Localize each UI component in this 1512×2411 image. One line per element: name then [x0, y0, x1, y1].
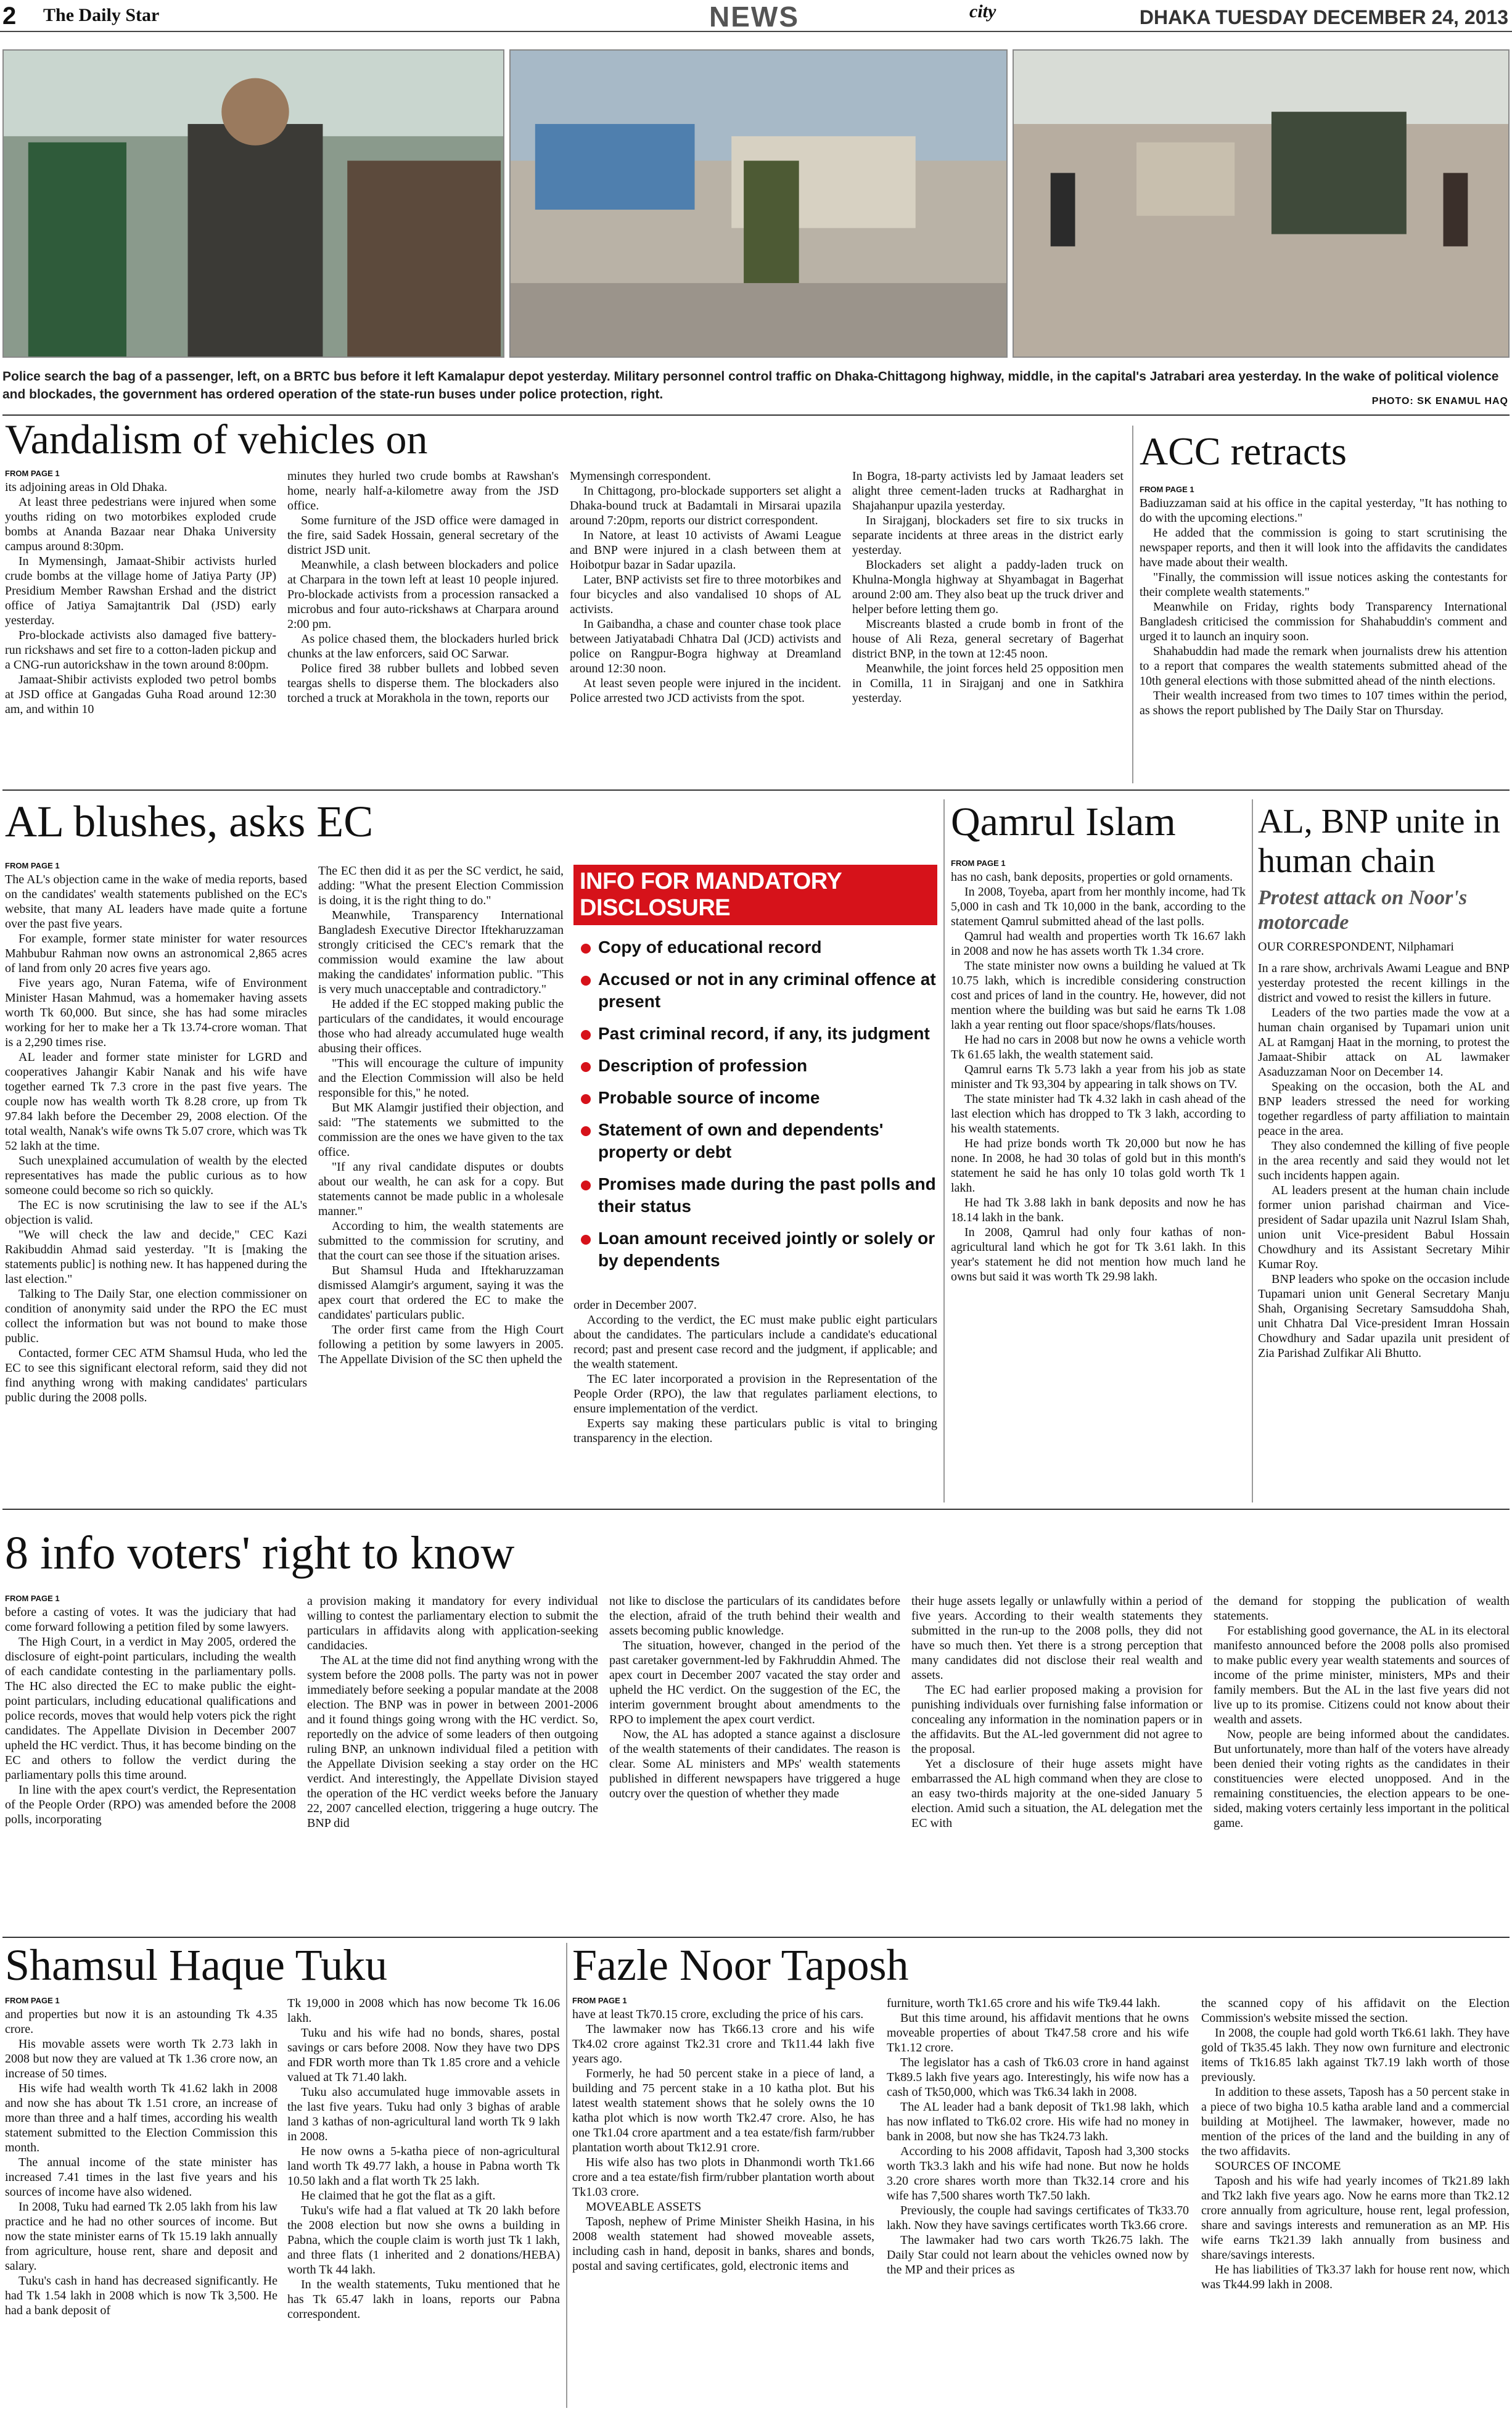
voters-col-5: the demand for stopping the publication of wealth statements. For establishing good governance, the AL in its electoral manifesto announced before the 2008 polls also promised to make public every year wealth statements and sources of income of the prime minister, ministers, MPs and their family members. But the AL in the last five years did not live up to its promise. Citizens could not know about their wealth and assets. Now, people are being informed about the candidates. But unfortunately, more than half of the voters have already been denied their voting rights as the candidates in their constituencies were elected unopposed. And in the remaining constituencies, the election appears to be one-sided, making voters certainly less important in the political game. — [1214, 1594, 1510, 1830]
subsection-name: city — [969, 1, 996, 22]
disclosure-item: Promises made during the past polls and their status — [573, 1168, 937, 1222]
disclosure-item: Past criminal record, if any, its judgment — [573, 1018, 937, 1050]
al-blushes-col-3: order in December 2007. According to the verdict, the EC must make public eight particulars about the candidates. The particulars include a candidate's educational record; past and present case record and the judgment, if applicable; and the wealth statement. The EC later incorporated a provision in the Representation of the People Order (RPO), the law that regulates parliament elections, to ensure implementation of the verdict. Experts say making these particulars public is vital to bringing transparency in the election. — [573, 1298, 937, 1445]
byline-human-chain: OUR CORRESPONDENT, Nilphamari — [1258, 940, 1454, 954]
voters-col-4: their huge assets legally or unlawfully within a period of five years. According to their wealth statements they submitted in the run-up to the 2008 polls, they did not have so much then. Yet there is a strong perception that many candidates did not disclose their real wealth and assets. The EC had earlier proposed making a provision for punishing individuals over furnishing false information or concealing any information in the nomination papers or in the affidavits. But the AL-led government did not agree to the proposal. Yet a disclosure of their huge assets might have embarrassed the AL high command when they are close to an easy two-thirds majority at the one-sided January 5 election. Amid such a situation, the AL delegation met the EC with — [911, 1594, 1202, 1830]
page-number: 2 — [2, 2, 17, 30]
disclosure-item: Copy of educational record — [573, 931, 937, 963]
tuku-col-1: FROM PAGE 1 and properties but now it is an astounding Tk 4.35 crore. His movable assets were worth Tk 2.73 lakh in 2008 but now they are valued at Tk 1.36 crore now, an increase of 50 times. His wife had wealth worth Tk 41.62 lakh in 2008 and now she has about Tk 1.51 crore, an increase of more than three and a half times, according his wealth statement submitted to the Election Commission this month. The annual income of the state minister has increased 7.41 times in the last five years and his sources of income have also widened. In 2008, Tuku had earned Tk 2.05 lakh from his law practice and he had no other sources of income. But now the state minister earns of Tk 15.19 lakh annually from agriculture, house rent, share and deposit and salary. Tuku's cash in hand has decreased significantly. He had Tk 1.54 lakh in 2008 which is now Tk 3,500. He had a bank deposit of — [5, 1996, 277, 2317]
headline-human-chain: AL, BNP unite in human chain — [1258, 802, 1501, 880]
headline-tuku: Shamsul Haque Tuku — [5, 1940, 388, 1990]
qamrul-body: FROM PAGE 1 has no cash, bank deposits, properties or gold ornaments. In 2008, Toyeba, apart from her monthly income, had Tk 5,000 in cash and Tk 10,000 in the bank, according to the statement Qamrul submitted ahead of the last polls. Qamrul had wealth and properties worth Tk 16.67 lakh in 2008 and now he has assets worth Tk 1.34 crore. The state minister now owns a building he valued at Tk 10.75 lakh, which is incredible considering construction cost and prices of land in the country. He, however, did not mention where the building was but said he earns Tk 1.08 lakh a year renting out floor space/shops/flats/houses. He had no cars in 2008 but now he owns a vehicle worth Tk 61.65 lakh, the wealth statement said. Qamrul earns Tk 5.73 lakh a year from his job as state minister and Tk 93,304 by appearing in talk shows on TV. The state minister had Tk 4.32 lakh in cash ahead of the last election which has dropped to Tk 3 lakh, according to his wealth statements. He had prize bonds worth Tk 20,000 but now he has none. In 2008, he had 30 tolas of gold but in this month's statement he said he has only 10 tolas gold worth Tk 1 lakh. He had Tk 3.88 lakh in bank deposits and now he has 18.14 lakh in the bank. In 2008, Qamrul had only four kathas of non-agricultural land which he got for Tk 3.61 lakh. In this year's statement he did not mention how much land he owns but said it was worth Tk 29.98 lakh. — [951, 859, 1246, 1284]
disclosure-item: Loan amount received jointly or solely or by dependents — [573, 1222, 937, 1277]
voters-col-1: FROM PAGE 1 before a casting of votes. It was the judiciary that had come forward following a petition filed by some lawyers. The High Court, in a verdict in May 2005, ordered the disclosure of eight-point particulars, including the wealth of each candidate contesting in the parliamentary polls. The HC also directed the EC to make public the eight-point particulars, including educational qualifications and police records, moves that would help voters pick the right candidates. The Appellate Division in December 2007 upheld the HC verdict. Thus, it has become binding on the EC and others to follow the verdict during the parliamentary polls this time around. In line with the apex court's verdict, the Representation of the People Order (RPO) was amended before the 2008 polls, incorporating — [5, 1594, 296, 1826]
voters-col-2: a provision making it mandatory for every individual willing to contest the parliamentary election to submit the particulars in affidavits along with application-seeking candidacies. The AL at the time did not find anything wrong with the system before the 2008 polls. The party was not in power immediately before seeking a popular mandate at the 2008 election. The BNP was in power in between 2001-2006 and it found things going wrong with the HC verdict. So, reportedly on the advice of some leaders of then outgoing ruling BNP, an unknown individual filed a petition with the Appellate Division seeking a stay order on the HC verdict. And interestingly, the Appellate Division stayed the operation of the HC verdict weeks before the January 22, 2007 cancelled election, triggering a huge outcry. The BNP did — [307, 1594, 598, 1830]
headline-taposh: Fazle Noor Taposh — [572, 1940, 909, 1990]
vandalism-col-2: minutes they hurled two crude bombs at Rawshan's home, nearly half-a-kilometre away from the JSD office. Some furniture of the JSD office were damaged in the fire, said Sadek Hossain, general secretary of the district JSD unit. Meanwhile, a clash between blockaders and police at Charpara in the town left at least 10 people injured. Pro-blockade activists from a procession ransacked a microbus and four auto-rickshaws at Charpara around 2:00 pm. As police chased them, the blockaders hurled brick chunks at the law enforcers, said OC Sarwar. Police fired 38 rubber bullets and lobbed seven teargas shells to disperse them. The blockaders also torched a truck at Morakhola in the town, reports our — [287, 469, 559, 705]
al-blushes-col-2: The EC then did it as per the SC verdict, he said, adding: "What the present Election Commission is doing, it is the right thing to do." Meanwhile, Transparency International Bangladesh Executive Director Iftekharuzzaman strongly criticised the CEC's remark that the commission would examine the law about making the candidates' information public. "This is very much unacceptable and contradictory." He added if the EC stopped making public the particulars of the candidates, it would encourage those who had already accumulated huge wealth abusing their offices. "This will encourage the culture of impunity and the Election Commission will also be held responsible for this," he noted. But MK Alamgir justified their objection, and said: "The statements we submitted to the commission are the ones we have given to the tax office. "If any rival candidate disputes or doubts about our wealth, he can ask for a copy. But statements cannot be made public in a wholesale manner." According to him, the wealth statements are submitted to the commission for scrutiny, and that the court can see those if the situation arises. But Shamsul Huda and Iftekharuzzaman dismissed Alamgir's argument, saying it was the apex court that ordered the EC to make the candidates' particulars public. The order first came from the High Court following a petition by some lawyers in 2005. The Appellate Division of the SC then upheld the — [318, 864, 564, 1366]
taposh-col-3: the scanned copy of his affidavit on the Election Commission's website missed the section. In 2008, the couple had gold worth Tk6.61 lakh. They have gold of Tk35.45 lakh. They now own furniture and electronic items of Tk16.85 lakh against Tk7.19 lakh worth of those previously. In addition to these assets, Taposh has a 50 percent stake in a piece of two bigha 10.5 katha arable land and a commercial building at Motijheel. The lawmaker, however, made no mention of the prices of the land and the building in any of the two affidavits. SOURCES OF INCOME Taposh and his wife had yearly incomes of Tk21.89 lakh and Tk2 lakh five years ago. Now he earns more than Tk2.12 crore annually from agriculture, house rent, legal profession, share and savings interests and remuneration as an MP. His wife earns Tk21.39 lakh annually from business and share/savings interests. He has liabilities of Tk3.37 lakh for house rent now, which was Tk44.99 lakh in 2008. — [1201, 1997, 1510, 2291]
vandalism-col-3: Mymensingh correspondent. In Chittagong, pro-blockade supporters set alight a Dhaka-bound truck at Badamtali in Mirsarai upazila around 7:20pm, reports our district correspondent. In Natore, at least 10 activists of Awami League and BNP were injured in a clash between them at Hoibotpur bazar in Sadar upazila. Later, BNP activists set fire to three motorbikes and four bicycles and also vandalised 10 shops of AL activists. In Gaibandha, a chase and counter chase took place between Jatiyatabadi Chhatra Dal (JCD) activists and police on Rangpur-Bogra highway at Dreamland around 12:30 noon. At least seven people were injured in the incident. Police arrested two JCD activists from the spot. — [570, 469, 841, 705]
voters-col-3: not like to disclose the particulars of its candidates before the election, afraid of the truth behind their wealth and assets becoming public knowledge. The situation, however, changed in the period of the past caretaker government-led by Fakhruddin Ahmed. The apex court in December 2007 vacated the stay order and upheld the HC verdict. On the suggestion of the EC, the interim government brought about amendments to the RPO to implement the apex court verdict. Now, the AL has adopted a stance against a disclosure of the wealth statements of their candidates. The reason is clear. Some AL ministers and MPs' wealth statements published in different newspapers have triggered a huge outcry over the question of whether they made — [609, 1594, 900, 1800]
disclosure-item: Description of profession — [573, 1050, 937, 1082]
al-blushes-col-1: FROM PAGE 1 The AL's objection came in the wake of media reports, based on the candidates' wealth statements published on the EC's website, that many AL leaders have made quite a fortune over the past five years. For example, former state minister for water resources Mahbubur Rahman now owns an astronomical 2,865 acres of land from only 20 acres five years ago. Five years ago, Nuran Fatema, wife of Environment Minister Hasan Mahmud, was a homemaker having assets worth Tk 60,000. But since, she has had some miracles working for her to make her a Tk 13.74-crore woman. That is a 2,290 times rise. AL leader and former state minister for LGRD and cooperatives Jahangir Kabir Nanak and his wife have together earned Tk 7.3 crore in the past five years. The couple now has wealth worth Tk 8.28 crore, up from Tk 97.84 lakh before the December 29, 2008 election. Of the total wealth, Nanak's wife owns Tk 5.07 crore, which was Tk 52 lakh at the time. Such unexplained accumulation of wealth by the elected representatives has made the public curious as to how someone could become so rich so quickly. The EC is now scrutinising the law to see if the AL's objection is valid. "We will check the law and decide," CEC Kazi Rakibuddin Ahmad said yesterday. "It is [making the statements public] is nothing new. It has happened during the last election." Talking to The Daily Star, one election commissioner on condition of anonymity said under the RPO the EC must collect the information but was not bound to make those public. Contacted, former CEC ATM Shamsul Huda, who led the EC to see this significant electoral reform, said they did not find anything wrong with making candidates' particulars public during the 2008 polls. — [5, 861, 307, 1404]
paper-name: The Daily Star — [43, 5, 160, 25]
photo-caption: Police search the bag of a passenger, left, on a BRTC bus before it left Kamalapur depot yesterday. Military personnel control traffic on Dhaka-Chittagong highway, middle, in the capital's Jatrabari area yesterday. In the wake of political violence and blockades, the government has ordered operation of the state-run buses under police protection, right. — [2, 369, 1499, 402]
dateline: DHAKA TUESDAY DECEMBER 24, 2013 — [1139, 6, 1508, 28]
taposh-col-1: FROM PAGE 1 have at least Tk70.15 crore, excluding the price of his cars. The lawmaker now has Tk66.13 crore and his wife Tk4.02 crore against Tk2.31 crore and Tk11.44 lakh five years ago. Formerly, he had 50 percent stake in a piece of land, a building and 75 percent stake in a 10 katha plot. But his latest wealth statement shows that he solely owns the 10 katha plot which is now worth Tk2.47 crore. Also, he has one Tk1.04 crore apartment and a tea estate/fish farm/rubber plantation worth about Tk12.91 crore. His wife also has two plots in Dhanmondi worth Tk1.66 crore and a tea estate/fish firm/rubber plantation worth about Tk1.03 crore. MOVEABLE ASSETS Taposh, nephew of Prime Minister Sheikh Hasina, in his 2008 wealth statement had showed moveable assets, including cash in hand, deposit in banks, shares and bonds, postal and saving certificates, gold, electronic items and — [572, 1996, 874, 2273]
taposh-col-2: furniture, worth Tk1.65 crore and his wife Tk9.44 lakh. But this time around, his affidavit mentions that he owns moveable properties of about Tk47.58 crore and his wife Tk1.12 crore. The legislator has a cash of Tk6.03 crore in hand against Tk89.5 lakh five years ago. Interestingly, his wife now has a cash of Tk50,000, which was Tk6.34 lakh in 2008. The AL leader had a bank deposit of Tk1.98 lakh, which has now inflated to Tk6.02 crore. His wife had no money in bank in 2008, but now she has Tk24.73 lakh. According to his 2008 affidavit, Taposh had 3,300 stocks worth Tk3.3 lakh and his wife had none. But now he holds 3.20 crore shares worth more than Tk32.14 crore and his wife has 7,500 shares worth Tk7.50 lakh. Previously, the couple had savings certificates of Tk33.70 lakh. Now they have savings certificates worth Tk3.66 crore. The lawmaker had two cars worth Tk26.75 lakh. The Daily Star could not learn about the vehicles owned now by the MP and their prices as — [887, 1997, 1189, 2277]
tuku-col-2: Tk 19,000 in 2008 which has now become Tk 16.06 lakh. Tuku and his wife had no bonds, shares, postal savings or cars before 2008. Now they have two DPS and FDR worth more than Tk 1.85 crore and a vehicle valued at Tk 71.40 lakh. Tuku also accumulated huge immovable assets in the last five years. Tuku had only 3 bighas of arable land 3 kathas of non-agricultural land worth Tk 9 lakh in 2008. He now owns a 5-katha piece of non-agricultural land worth Tk 49.77 lakh, a house in Pabna worth Tk 10.50 lakh and a flat worth Tk 25 lakh. He claimed that he got the flat as a gift. Tuku's wife had a flat valued at Tk 20 lakh before the 2008 election but now she owns a building in Pabna, which the couple claim is worth just Tk 1 lakh, and three flats (1 inherited and 2 donations/HEBA) worth Tk 44 lakh. In the wealth statements, Tuku mentioned that he has Tk 65.47 lakh in loans, reports our Pabna correspondent. — [287, 1997, 560, 2321]
photo-buses-protection — [1013, 49, 1510, 358]
acc-body: FROM PAGE 1 Badiuzzaman said at his office in the capital yesterday, "It has nothing to do with the upcoming elections." He added that the commission is going to start scrutinising the newspaper reports, and then it will look into the affidavits the candidates have made about their wealth. "Finally, the commission will issue notices asking the contestants for their complete wealth statements." Meanwhile on Friday, rights body Transparency International Bangladesh criticised the commission for Shahabuddin's comment and urged it to launch an inquiry soon. Shahabuddin had made the remark when journalists drew his attention to a report that compares the wealth statements submitted ahead of the 10th general elections with those submitted ahead of the ninth elections. Their wealth increased from two times to 107 times within the period, as shows the report published by The Daily Star on Thursday. — [1140, 485, 1507, 717]
vandalism-col-1: FROM PAGE 1 its adjoining areas in Old Dhaka. At least three pedestrians were injured when some youths riding on two motorbikes exploded crude bombs at Ananda Bazaar near Dhaka University campus around 8:30pm. In Mymensingh, Jamaat-Shibir activists hurled crude bombs at the village home of Jatiya Party (JP) Presidium Member Rawshan Ershad and the district office of Jatiya Samajtantrik Dal (JSD) early yesterday. Pro-blockade activists also damaged five battery-run rickshaws and set fire to a cotton-laden pickup and a CNG-run autorickshaw in the town around 8:00pm. Jamaat-Shibir activists exploded two petrol bombs at JSD office at Gangadas Guha Road around 12:30 am, and within 10 — [5, 469, 276, 716]
disclosure-item: Accused or not in any criminal offence at present — [573, 963, 937, 1018]
section-name: NEWS — [709, 1, 799, 33]
headline-al-blushes: AL blushes, asks EC — [5, 797, 374, 846]
headline-acc: ACC retracts — [1140, 429, 1347, 473]
photo-bus-search — [2, 49, 504, 358]
subhead-human-chain: Protest attack on Noor's motorcade — [1258, 886, 1468, 934]
disclosure-title: INFO FOR MANDATORY DISCLOSURE — [573, 865, 937, 925]
photo-credit: PHOTO: SK ENAMUL HAQ — [1371, 396, 1508, 406]
headline-vandalism: Vandalism of vehicles on — [5, 416, 428, 463]
headline-qamrul: Qamrul Islam — [951, 799, 1176, 844]
human-chain-body: In a rare show, archrivals Awami League and BNP yesterday protested the recent killings in the district and vowed to resist the killers in future. Leaders of the two parties made the vow at a human chain organised by Tupamari union unit AL at Ramganj Haat in the morning, to protest the Jamaat-Shibir attack on AL lawmaker Asaduzzaman Noor on December 14. Speaking on the occasion, both the AL and BNP leaders stressed the need for working together regardless of party affiliation to maintain peace in the area. They also condemned the killing of five people in the area recently and said they would not let such incidents happen again. AL leaders present at the human chain include former union parishad chairman and Vice-president of Sadar upazila unit Nazrul Islam Shah, union unit Vice-president Babul Hossain Chowdhury and its Assistant Secretary Mihir Kumar Roy. BNP leaders who spoke on the occasion include Tupamari union unit General Secretary Manju Shah, Organising Secretary Samsuddoha Shah, unit Chhatra Dal Vice-president Imran Hossain Chowdhury and Sadar upazila unit president of Zia Parishad Zulfikar Ali Bhutto. — [1258, 962, 1510, 1360]
disclosure-item: Statement of own and dependents' property or debt — [573, 1114, 937, 1168]
photo-military-traffic — [509, 49, 1008, 358]
vandalism-col-4: In Bogra, 18-party activists led by Jamaat leaders set alight three cement-laden trucks at Radharghat in Shajahanpur upazila yesterday. In Sirajganj, blockaders set fire to six trucks in separate incidents at three areas in the district early yesterday. Blockaders set alight a paddy-laden truck on Khulna-Mongla highway at Shyambagat in Bagerhat around 2:00 am. They also beat up the truck driver and helper before letting them go. Miscreants blasted a crude bomb in front of the house of Ali Reza, general secretary of Bagerhat district BNP, in the town at 12:45 noon. Meanwhile, the joint forces held 25 opposition men in Comilla, 11 in Sirajganj and one in Satkhira yesterday. — [852, 469, 1124, 705]
disclosure-box — [573, 865, 937, 1284]
disclosure-item: Probable source of income — [573, 1082, 937, 1114]
masthead — [0, 0, 1512, 32]
headline-voters: 8 info voters' right to know — [5, 1527, 515, 1579]
